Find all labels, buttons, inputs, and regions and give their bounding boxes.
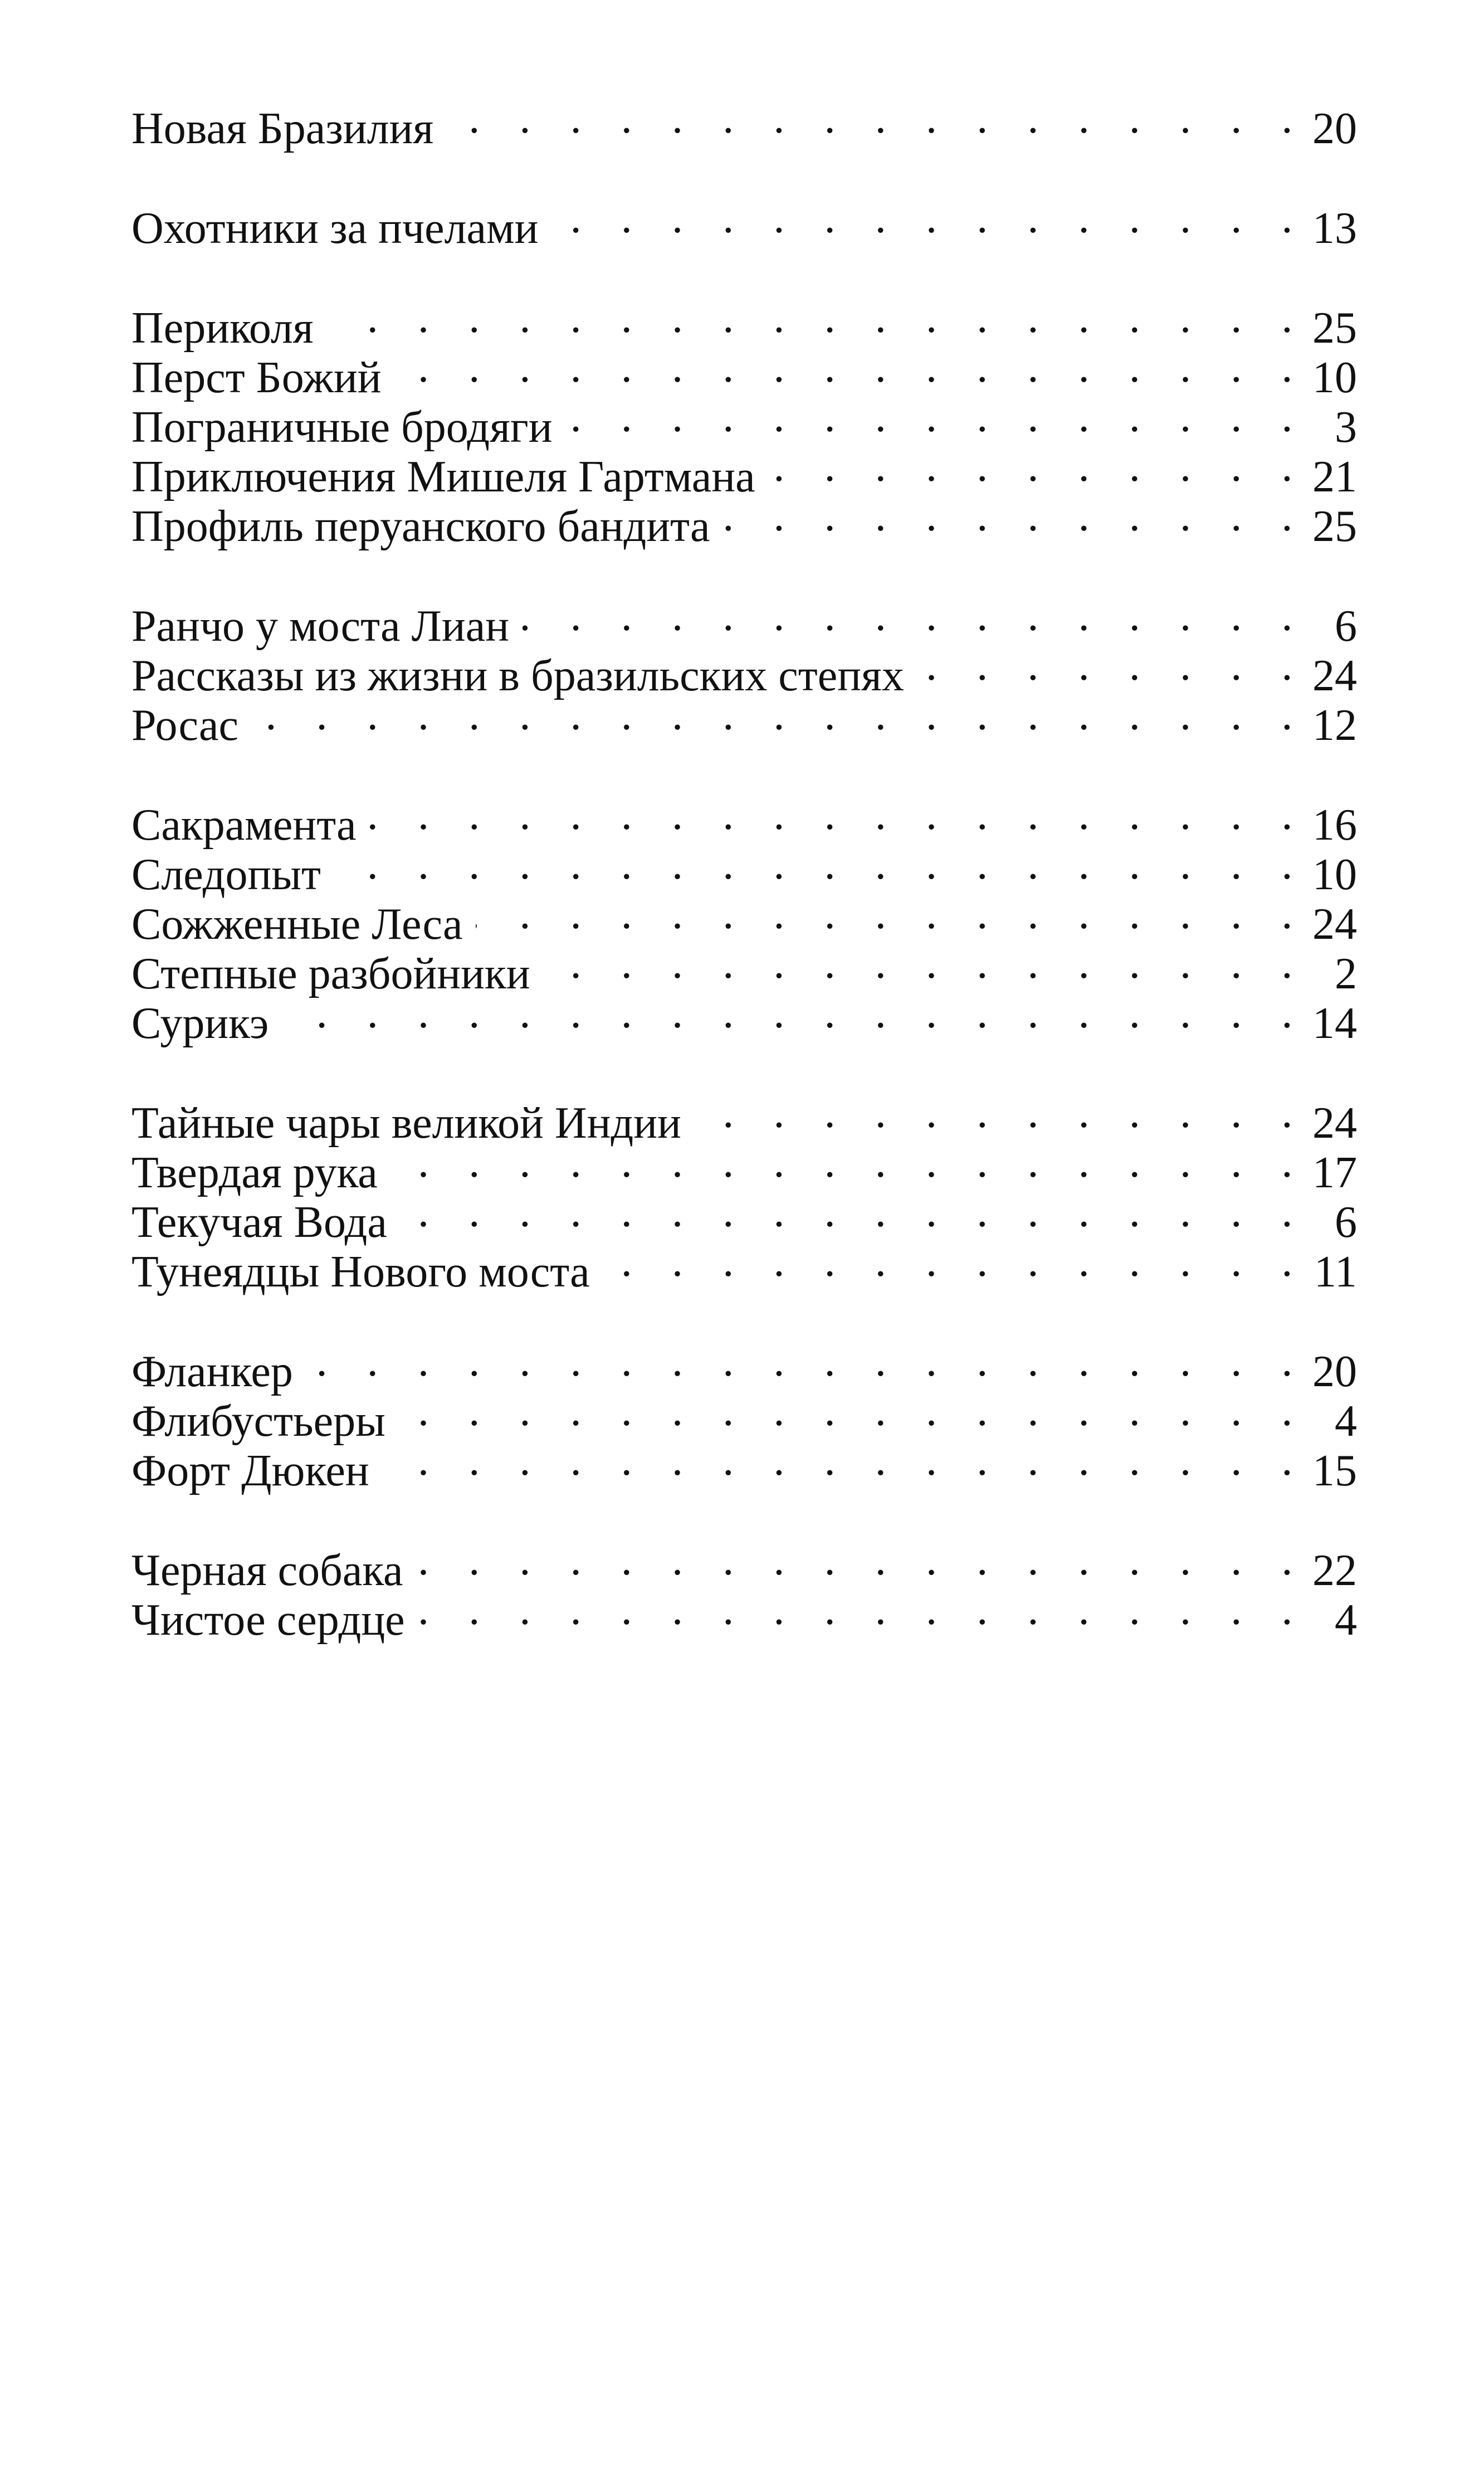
dot-leader bbox=[769, 442, 1307, 491]
entry-title: Степные разбойники bbox=[131, 949, 530, 998]
index-entry bbox=[131, 690, 1357, 750]
index-group-n bbox=[131, 94, 1357, 153]
entry-title: Тайные чары великой Индии bbox=[131, 1099, 681, 1148]
dot-leader bbox=[476, 889, 1307, 939]
entry-title: Черная собака bbox=[131, 1546, 403, 1595]
index-entry bbox=[131, 1088, 1357, 1148]
entry-title: Профиль перуанского бандита bbox=[131, 502, 710, 551]
entry-title: Ранчо у моста Лиан bbox=[131, 602, 510, 651]
entry-title: Сакрамента bbox=[131, 801, 357, 850]
dot-leader bbox=[399, 1386, 1307, 1436]
entry-page-number: 24 bbox=[1312, 1099, 1357, 1148]
entry-page-number: 20 bbox=[1312, 1347, 1357, 1396]
index-group-s bbox=[131, 790, 1357, 1048]
dot-leader bbox=[551, 193, 1307, 243]
dot-leader bbox=[252, 690, 1307, 740]
index-page bbox=[131, 94, 1357, 1685]
entry-page-number: 4 bbox=[1335, 1596, 1357, 1645]
index-entry bbox=[131, 591, 1357, 651]
index-entry bbox=[131, 988, 1357, 1048]
entry-title: Фланкер bbox=[131, 1347, 293, 1396]
entry-page-number: 3 bbox=[1335, 403, 1357, 452]
entry-page-number: 24 bbox=[1312, 900, 1357, 949]
index-entry bbox=[131, 790, 1357, 850]
entry-title: Периколя bbox=[131, 304, 314, 353]
entry-page-number: 21 bbox=[1312, 452, 1357, 501]
entry-page-number: 20 bbox=[1312, 104, 1357, 153]
index-entry bbox=[131, 193, 1357, 253]
entry-title: Сожженные Леса bbox=[131, 900, 463, 949]
entry-page-number: 22 bbox=[1312, 1546, 1357, 1595]
entry-page-number: 24 bbox=[1312, 651, 1357, 700]
entry-page-number: 4 bbox=[1335, 1397, 1357, 1446]
dot-leader bbox=[383, 1436, 1307, 1485]
entry-title: Пограничные бродяги bbox=[131, 403, 553, 452]
entry-page-number: 15 bbox=[1312, 1446, 1357, 1495]
entry-title: Чистое сердце bbox=[131, 1596, 405, 1645]
entry-page-number: 12 bbox=[1312, 701, 1357, 750]
entry-page-number: 2 bbox=[1335, 949, 1357, 998]
entry-title: Сурикэ bbox=[131, 999, 269, 1048]
entry-title: Росас bbox=[131, 701, 238, 750]
index-group-p bbox=[131, 293, 1357, 551]
entry-title: Перст Божий bbox=[131, 353, 382, 402]
entry-page-number: 16 bbox=[1312, 801, 1357, 850]
dot-leader bbox=[695, 1088, 1307, 1138]
entry-page-number: 6 bbox=[1335, 602, 1357, 651]
entry-page-number: 25 bbox=[1312, 304, 1357, 353]
entry-title: Текучая Вода bbox=[131, 1198, 387, 1247]
dot-leader bbox=[282, 988, 1307, 1038]
dot-leader bbox=[723, 491, 1307, 541]
dot-leader bbox=[370, 790, 1307, 840]
entry-page-number: 10 bbox=[1312, 353, 1357, 402]
dot-leader bbox=[327, 293, 1307, 343]
entry-page-number: 13 bbox=[1312, 204, 1357, 253]
dot-leader bbox=[401, 1187, 1307, 1237]
entry-page-number: 25 bbox=[1312, 502, 1357, 551]
entry-title: Охотники за пчелами bbox=[131, 204, 539, 253]
dot-leader bbox=[306, 1337, 1307, 1386]
index-entry bbox=[131, 1386, 1357, 1446]
index-entry bbox=[131, 343, 1357, 402]
entry-title: Твердая рука bbox=[131, 1148, 378, 1197]
entry-page-number: 11 bbox=[1314, 1247, 1357, 1296]
index-group-ch bbox=[131, 1535, 1357, 1645]
index-entry bbox=[131, 94, 1357, 153]
entry-title: Тунеядцы Нового моста bbox=[131, 1247, 590, 1296]
dot-leader bbox=[391, 1138, 1307, 1187]
entry-title: Следопыт bbox=[131, 850, 321, 899]
dot-leader bbox=[523, 591, 1307, 641]
entry-title: Рассказы из жизни в бразильских степях bbox=[131, 651, 904, 700]
dot-leader bbox=[418, 1585, 1307, 1635]
dot-leader bbox=[544, 939, 1307, 988]
entry-page-number: 10 bbox=[1312, 850, 1357, 899]
dot-leader bbox=[603, 1237, 1307, 1286]
entry-page-number: 17 bbox=[1312, 1148, 1357, 1197]
dot-leader bbox=[334, 840, 1307, 889]
entry-title: Приключения Мишеля Гартмана bbox=[131, 452, 755, 501]
entry-title: Новая Бразилия bbox=[131, 104, 434, 153]
dot-leader bbox=[917, 641, 1307, 690]
index-entry bbox=[131, 1337, 1357, 1396]
index-entry bbox=[131, 293, 1357, 353]
index-group-o bbox=[131, 193, 1357, 253]
dot-leader bbox=[566, 392, 1307, 442]
entry-title: Флибустьеры bbox=[131, 1397, 385, 1446]
entry-page-number: 6 bbox=[1335, 1198, 1357, 1247]
entry-page-number: 14 bbox=[1312, 999, 1357, 1048]
entry-title: Форт Дюкен bbox=[131, 1446, 369, 1495]
index-group-f bbox=[131, 1337, 1357, 1495]
index-entry bbox=[131, 1535, 1357, 1595]
dot-leader bbox=[447, 94, 1307, 143]
dot-leader bbox=[395, 343, 1307, 392]
dot-leader bbox=[417, 1535, 1307, 1585]
index-group-r bbox=[131, 591, 1357, 750]
index-group-t bbox=[131, 1088, 1357, 1296]
